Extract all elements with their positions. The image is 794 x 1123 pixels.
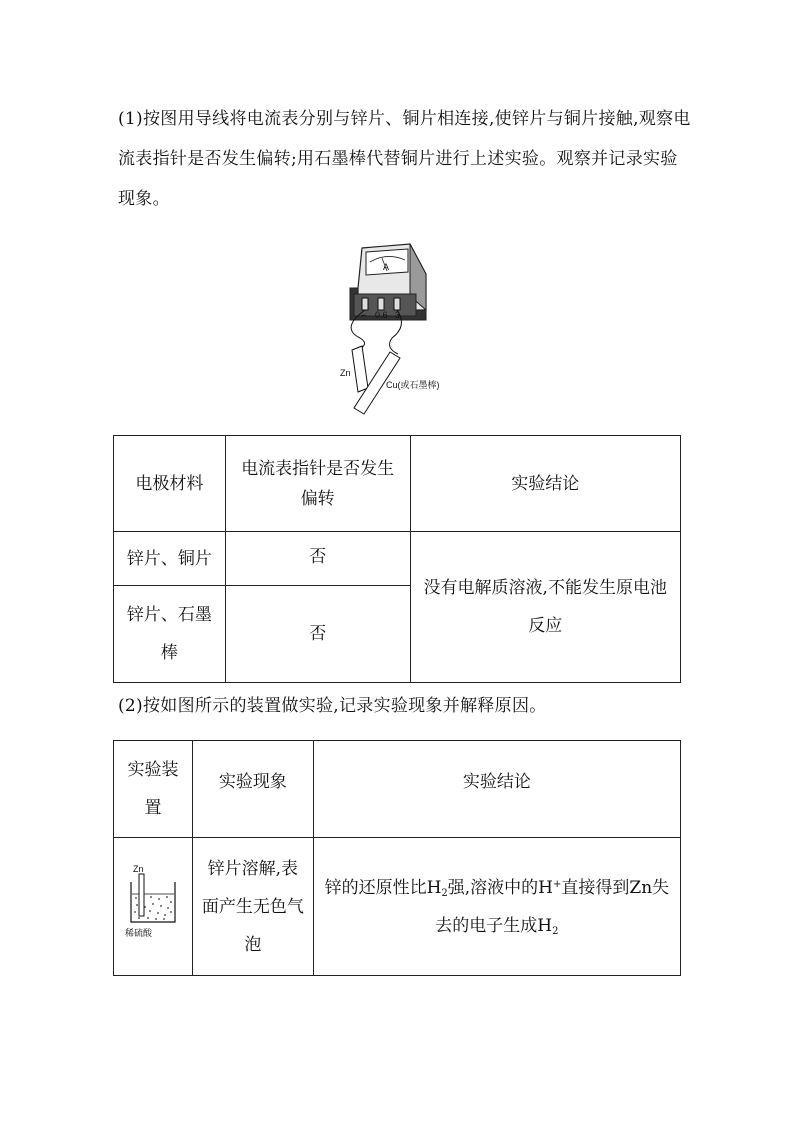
table1-material-cell: 锌片、铜片 [114,532,226,586]
table2-header-conclusion: 实验结论 [313,741,680,838]
conclusion-sub-1: 2 [441,887,448,899]
terminal-minus-label: − [361,310,367,320]
table2-device-cell [114,838,193,976]
table1-deflect-cell: 否 [225,586,410,683]
conclusion-text-1: 锌的还原性比H [324,877,442,898]
table2-conclusion-cell [313,838,680,976]
conclusion-text-3: 直接得到Zn失去的电子生成H [435,877,670,936]
table1-material-cell: 锌片、石墨棒 [114,586,226,683]
table-experiment [113,740,681,976]
zn-electrode [352,346,368,392]
terminal-06-label: 0.6 [375,310,388,320]
zn-strip [139,874,144,916]
table1-header-deflect: 电流表指针是否发生偏转 [225,436,410,532]
conclusion-text-2: 强,溶液中的H [447,877,554,898]
table2-header-row [114,741,681,838]
zn-label: Zn [340,368,351,378]
section1-paragraph: (1)按图用导线将电流表分别与锌片、铜片相连接,使锌片与铜片接触,观察电流表指针是否发生偏转;用石墨棒代替铜片进行上述实验。观察并记录实验现象。 [118,109,691,209]
table2-header-device: 实验装置 [114,741,193,838]
table1-header-material: 电极材料 [114,436,226,532]
ammeter-symbol: A [383,262,390,272]
table2-phenomenon-cell: 锌片溶解,表面产生无色气泡 [192,838,313,976]
beaker-zn-label: Zn [132,863,144,874]
table1-deflect-cell: 否 [225,532,410,586]
terminal-minus-post [362,298,368,310]
table1-header-row [114,436,681,532]
beaker-figure [121,860,185,940]
terminal-3-post [394,298,400,310]
table-row [114,838,681,976]
terminal-06-post [378,298,384,310]
table2-header-phenomenon: 实验现象 [192,741,313,838]
conclusion-sup: + [553,878,562,890]
beaker-acid-label: 稀硫酸 [124,927,152,938]
table1-conclusion-cell: 没有电解质溶液,不能发生原电池反应 [410,532,680,683]
conclusion-sub-2: 2 [552,925,559,937]
cu-label: Cu(或石墨棒) [386,380,440,390]
ammeter-figure [330,238,470,418]
table-row [114,532,681,586]
section2-paragraph: (2)按如图所示的装置做实验,记录实验现象并解释原因。 [118,696,547,716]
table1-header-conclusion: 实验结论 [410,436,680,532]
terminal-3-label: 3 [395,310,401,320]
table-electrode-materials [113,435,681,683]
